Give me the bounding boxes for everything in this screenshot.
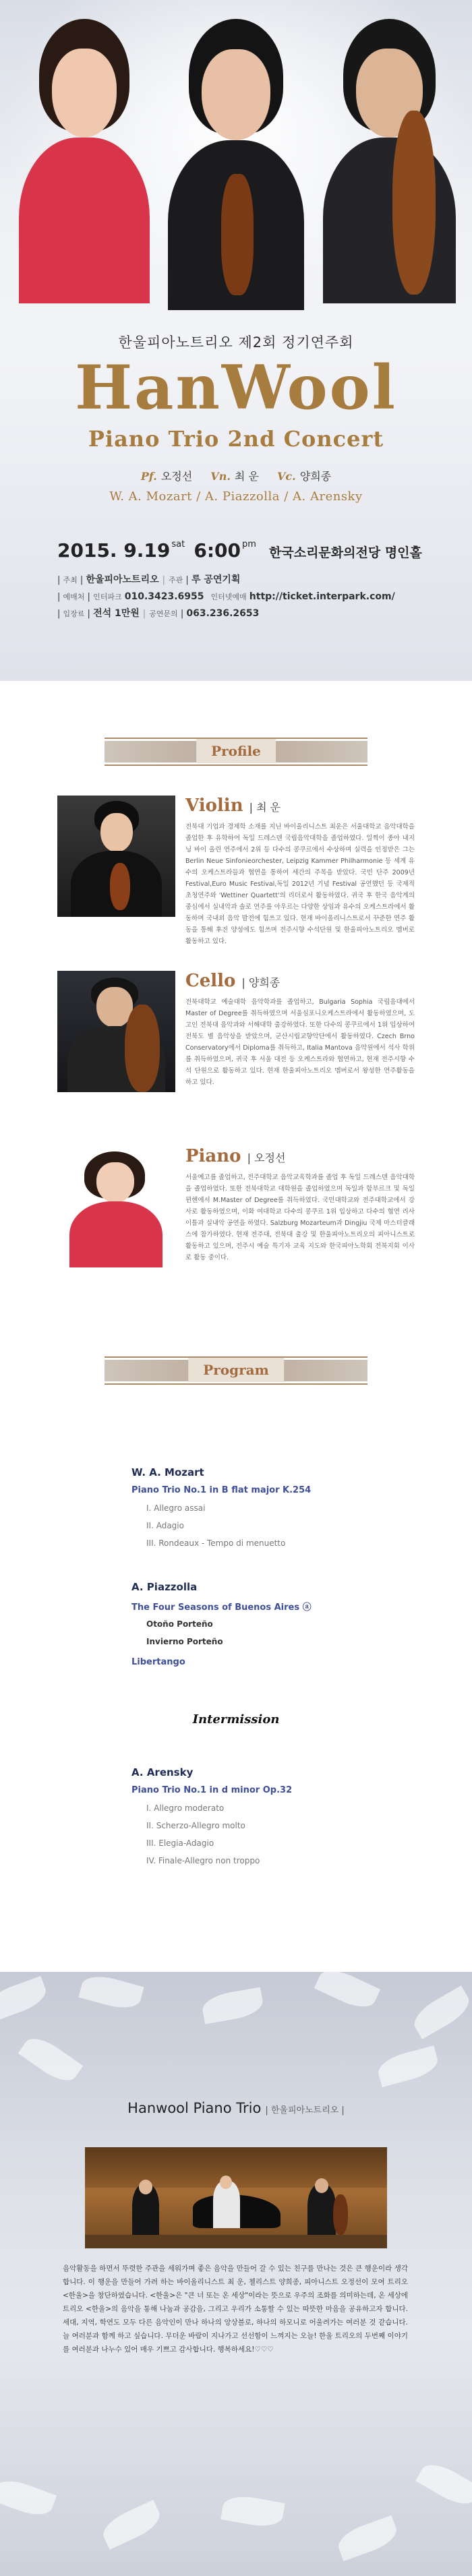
leaf-decoration (415, 2457, 472, 2511)
leaf-decoration (0, 2475, 57, 2521)
movement: I. Allegro moderato (146, 1803, 225, 1813)
member-bio: 전북대학교 예술대학 음악학과를 졸업하고, Bulgaria Sophia 국립음대에서 Master of Degree를 취득하였으며 서울심포니오케스트라에서 활동하였으며, 도고인 전북대 음악과와 서해대학 출강하였다. 또한 다수의 콩쿠르에서 1위 입상하여 전북도 별 음악상을 받았으며, 군산시립교향악단에서 활동하였다. Czech Brno Conservatory에서 Diploma를 취득하고, Italia Mantova 음악원에서 석사 학위를 취득하였으며, 귀국 후 서울 대전 등 오케스트라와 협연하고, 현재 전주시향 수석 단원으로 활동하고 있다. 현재 한울피아노트리오 멤버로서 왕성한 연주활동을 하고 있다. (185, 998, 415, 1086)
movement: Invierno Porteño (146, 1637, 223, 1646)
work-title: The Four Seasons of Buenos Aires ⓐ (131, 1602, 312, 1613)
movement: III. Rondeaux - Tempo di menuetto (146, 1538, 286, 1548)
program-mozart (131, 1466, 415, 1552)
leaf-decoration (78, 1972, 144, 2013)
pianist-portrait (13, 7, 155, 303)
concert-datetime: 2015. 9.19 $^{sat}$ 6:00 $^{pm}$ 한국소리문화의전당 명인홀 (57, 539, 422, 562)
trio-title: Hanwool Piano Trio | 한울피아노트리오 | (127, 2100, 345, 2116)
profile-header: Profile (105, 738, 367, 766)
movement: II. Scherzo-Allegro molto (146, 1821, 245, 1830)
movement: II. Adagio (146, 1521, 184, 1530)
trio-description: 음악활동을 하면서 뚜렷한 주관을 세워가며 좋은 음악을 만들어 갈 수 있는 친구를 만나는 것은 큰 행운이라 생각합니다. 이 행운을 만들어 가려 하는 바이올리니스트 최 운, 첼리스트 양희종, 피아니스트 오정선이 모여 트리오 <한울>을 창단하였습니다. <한울>은 "큰 너 또는 온 세상"이라는 뜻으로 우주의 조화를 의미하는데, 온 세상에 트리오 <한울>의 음악을 통해 나눔과 공감을, 그리고 우리가 소통할 수 있는 따뜻한 마음을 공유하고자 합니다. 세대, 지역, 학연도 모두 다른 음악인이 만나 하나의 앙상블로, 하나의 하모니로 어울려가는 여러분 것 같습니다. 늘 여러분과 함께 하고 싶습니다. 무더운 바람이 지나가고 선선함이 느껴지는 오늘! 한울 트리오의 두번째 이야기를 여러분과 나누수 있어 매우 기쁘고 감사합니다. 행복하세요!♡♡♡ (63, 2265, 408, 2354)
intermission: Intermission (192, 1712, 280, 1727)
program-arensky (131, 1766, 415, 1869)
work-title: Piano Trio No.1 in B flat major K.254 (131, 1485, 312, 1495)
concert-date: 2015. 9.19 (57, 539, 171, 562)
composer-name: A. Arensky (131, 1766, 194, 1778)
violinist-photo (57, 796, 175, 917)
movement: Otoño Porteño (146, 1619, 213, 1629)
composer-name: A. Piazzolla (131, 1581, 198, 1593)
leaf-decoration (18, 2031, 84, 2088)
subtitle: Piano Trio 2nd Concert (88, 426, 384, 452)
main-title: HanWool (75, 352, 397, 423)
concert-info: | 주최 | 한울피아노트리오 | 주관 | 루 공연기획 | 예매처 | 인터파크 010.3423.6955 인터넷예매 http://ticket.interpark.com/ | 입장료 | 전석 1만원 | 공연문의 | 063.236.2653 (57, 574, 395, 619)
concert-venue: 한국소리문화의전당 명인홀 (269, 545, 422, 560)
leaf-decoration (0, 1976, 50, 2022)
performer-list (0, 468, 472, 483)
member-name: Cello | 양희종 (185, 971, 281, 991)
leaf-decoration (98, 2500, 165, 2550)
program-piazzolla (131, 1581, 415, 1667)
member-bio: 서울예고를 졸업하고, 전주대학교 음악교육학과를 졸업 후 독일 드레스덴 음악대학을 졸업하였다. 또한 전북대학교 대학원을 졸업하였으며 독일과 함부르크 및 독일 뮌헨에서 M.Master of Degree를 취득하였다. 국민대학교와 전주대학교에서 강사로 활동하였으며, 이화 여대학교 다수의 콩쿠르 1위 입상하고 다수의 협연 리사이틀과 실내악 공연을 하였다. Salzburg Mozarteum과 Dingjiu 국제 마스터클래스에 참가하였다. 현재 전주대, 전북대 출강 및 한울피아노트리오의 피아니스트로 활동하고 있으며, 전주시 예술 특기자 교육 지도와 한국피아노학회 전북지회 이사로 활동 중이다. (185, 1174, 415, 1261)
member-name: Piano | 오정선 (185, 1146, 286, 1166)
concert-title: 한울피아노트리오 제2회 정기연주회 (118, 334, 354, 351)
leaf-decoration (334, 2515, 401, 2561)
performer-cello: Vc. 양희종 (277, 470, 332, 483)
violinist-portrait (162, 7, 310, 310)
concert-time: 6:00 (194, 539, 241, 562)
trio-performance-photo (85, 2147, 387, 2248)
leaf-decoration (314, 1972, 380, 2014)
pianist-photo (57, 1146, 175, 1267)
member-name: Violin | 최 운 (185, 796, 281, 816)
movement: IV. Finale-Allegro non troppo (146, 1856, 260, 1865)
booking-phone: 010.3423.6955 (124, 591, 204, 602)
movement: III. Elegia-Adagio (146, 1838, 214, 1848)
performer-piano: Pf. 오정선 (140, 470, 193, 483)
cellist-portrait (317, 7, 462, 303)
leaf-decoration (375, 2045, 440, 2087)
leaf-decoration (220, 2492, 285, 2529)
booking-link[interactable]: http://ticket.interpark.com/ (249, 591, 395, 602)
leaf-decoration (409, 1985, 472, 2039)
composer-name: W. A. Mozart (131, 1466, 204, 1478)
work-title: Piano Trio No.1 in d minor Op.32 (131, 1785, 293, 1795)
program-header: Program (105, 1356, 367, 1385)
composers-line: W. A. Mozart / A. Piazzolla / A. Arensky (109, 489, 363, 504)
performer-violin: Vn. 최 운 (210, 470, 259, 483)
leaf-decoration (200, 1987, 265, 2024)
cellist-photo (57, 971, 175, 1092)
member-bio: 전북대 기업과 경제학 소재를 지닌 바이올리니스트 최운은 서울대학교 음악대학을 졸업한 후 유학하여 독일 드레스덴 국립음악대학을 졸업하였다. 일찍이 종아 내지닝 바이 올린 연주에서 2위 등 다수의 콩쿠르에서 수상하며 실력을 인정받은 그는 Berlin Neue Sinfonieorchester, Leipzig Kammer Philharmonie 등 세계 유수의 오케스트라들과 협연을 통하여 세간의 주목을 받았다. 국민 단주 2009년 Festival,Euro Music Festival,독일 2012년 기념 Festival 공연했던 등 국제적 초청연주와 'Wettiner Quartett'의 리더로서 활동하였다. 귀국 후 한국 음악계의 중심에서 실내악과 솔로 연주를 아우르는 다양한 상임과 유수의 오케스트라에서 활동하며 국내외 음악 발전에 힘쓰고 있다. 현재 바이올리니스트로서 꾸준한 연주 활동을 통해 후진 양성에도 힘쓰며 전주시향 수석단원 및 한울피아노트리오 멤버로 활동하고 있다. (185, 823, 415, 945)
movement: I. Allegro assai (146, 1503, 206, 1513)
work-title: Libertango (131, 1657, 185, 1667)
